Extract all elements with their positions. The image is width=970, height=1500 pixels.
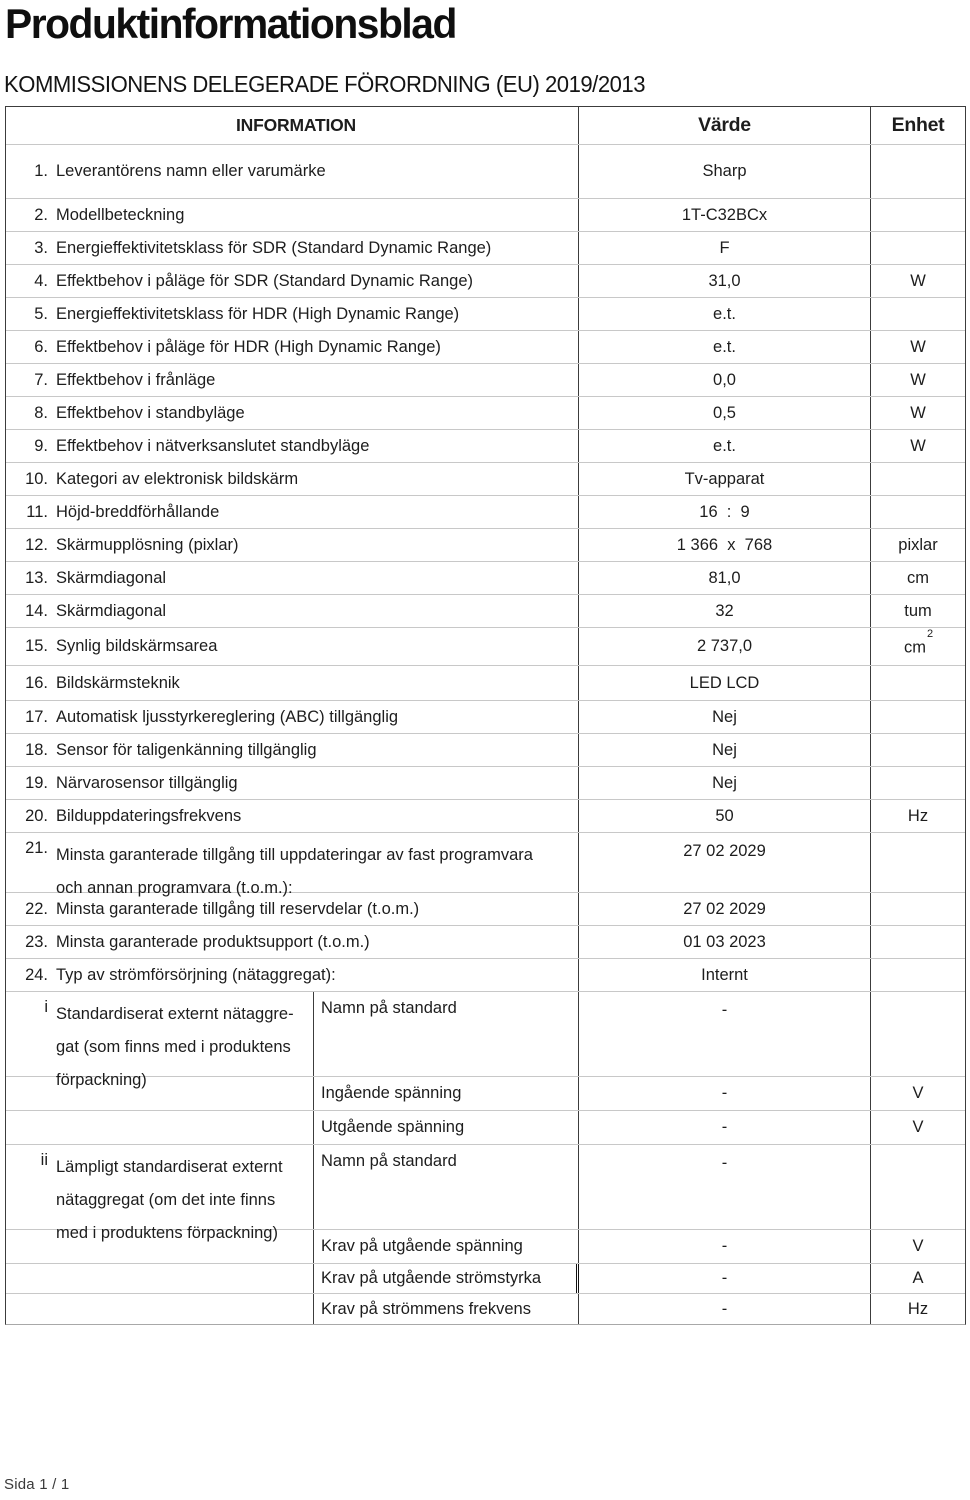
table-row xyxy=(6,1294,965,1324)
row-label xyxy=(56,366,578,395)
row-label-line: Bildskärmsteknik xyxy=(56,673,180,692)
row-label-line: Bilduppdateringsfrekvens xyxy=(56,806,242,825)
row-number: 11. xyxy=(26,502,48,521)
table-row xyxy=(6,666,965,701)
unit-cell xyxy=(871,926,965,958)
description-cell xyxy=(6,1230,314,1263)
info-cell xyxy=(6,298,579,330)
value-cell: - xyxy=(579,1230,871,1263)
row-marker: i xyxy=(44,998,48,1016)
table-row xyxy=(6,397,965,430)
row-label xyxy=(56,703,578,732)
unit-cell: V xyxy=(912,1084,924,1102)
row-number: 10. xyxy=(25,469,48,488)
product-info-table xyxy=(5,106,966,1325)
row-label-line: Synlig bildskärmsarea xyxy=(56,637,218,655)
table-row xyxy=(6,800,965,833)
sub-label-cell: Krav på strömmens frekvens xyxy=(314,1294,579,1324)
unit-cell xyxy=(871,199,965,231)
row-label-line: och annan programvara (t.o.m.): xyxy=(56,879,293,897)
table-row xyxy=(6,1111,965,1145)
row-number: 6. xyxy=(34,337,48,356)
value-cell: 1 366 x 768 xyxy=(579,529,871,561)
table-row xyxy=(6,496,965,529)
row-label-line: Skärmdiagonal xyxy=(56,601,167,620)
row-label xyxy=(56,333,578,362)
row-number: 20. xyxy=(25,806,48,825)
table-row xyxy=(6,430,965,463)
header-value: Värde xyxy=(579,107,871,144)
info-cell xyxy=(6,529,579,561)
unit-cell xyxy=(871,628,965,665)
value-cell: Sharp xyxy=(579,145,871,198)
row-number: 21. xyxy=(25,839,48,857)
row-label-line: Effektbehov i standbyläge xyxy=(56,403,245,422)
row-number: 15. xyxy=(25,637,48,655)
row-number: 8. xyxy=(34,403,48,422)
value-cell: 27 02 2029 xyxy=(579,833,871,892)
description-line: Standardiserat externt nätaggre- xyxy=(56,1005,294,1023)
value-cell: Nej xyxy=(579,767,871,799)
value-cell: 27 02 2029 xyxy=(579,893,871,925)
page-number: Sida 1 / 1 xyxy=(4,1476,70,1493)
unit-cell: W xyxy=(910,436,926,455)
row-label xyxy=(56,564,578,593)
description-line: förpackning) xyxy=(56,1071,147,1089)
regulation-subtitle: KOMMISSIONENS DELEGERADE FÖRORDNING (EU) 2019/2013 xyxy=(4,71,646,97)
row-label-line: Modellbeteckning xyxy=(56,205,185,224)
unit-cell xyxy=(871,701,965,733)
row-label xyxy=(56,597,578,626)
row-label-line: Effektbehov i nätverksanslutet standbyläge xyxy=(56,436,370,455)
unit-cell: W xyxy=(910,337,926,356)
row-number: 4. xyxy=(34,271,48,290)
row-number: 2. xyxy=(34,205,48,224)
row-label xyxy=(56,736,578,765)
unit-cell: W xyxy=(910,370,926,389)
info-cell xyxy=(6,232,579,264)
row-number: 7. xyxy=(34,370,48,389)
info-cell xyxy=(6,562,579,594)
row-number: 22. xyxy=(25,899,48,918)
unit-cell xyxy=(871,992,965,1076)
value-cell: Nej xyxy=(579,734,871,766)
value-cell: 50 xyxy=(579,800,871,832)
info-cell xyxy=(6,595,579,627)
row-label-line: Effektbehov i påläge för SDR (Standard Dynamic Range) xyxy=(56,271,473,290)
unit-cell: pixlar xyxy=(898,535,938,554)
unit-cell xyxy=(871,232,965,264)
info-cell xyxy=(6,833,579,897)
unit-cell xyxy=(871,1145,965,1229)
info-cell xyxy=(6,265,579,297)
table-row xyxy=(6,959,965,992)
value-cell: 81,0 xyxy=(579,562,871,594)
row-label-line: Minsta garanterade tillgång till reservdelar (t.o.m.) xyxy=(56,899,420,918)
sub-label-cell: Krav på utgående spänning xyxy=(314,1230,579,1263)
description-cell xyxy=(6,1294,314,1324)
row-number: 19. xyxy=(25,773,48,792)
row-number: 1. xyxy=(34,162,48,180)
value-cell: Tv-apparat xyxy=(579,463,871,495)
row-label xyxy=(56,961,578,990)
row-label-line: Typ av strömförsörjning (nätaggregat): xyxy=(56,965,336,984)
row-number: 16. xyxy=(25,673,48,692)
unit-cell: V xyxy=(912,1118,924,1136)
row-label xyxy=(56,201,578,230)
row-label-line: Energieffektivitetsklass för SDR (Standard Dynamic Range) xyxy=(56,238,492,257)
unit-cell xyxy=(871,893,965,925)
info-cell xyxy=(6,496,579,528)
info-cell xyxy=(6,767,579,799)
row-label xyxy=(56,498,578,527)
row-number: 14. xyxy=(25,601,48,620)
table-row xyxy=(6,562,965,595)
description-cell xyxy=(6,1111,314,1144)
table-row xyxy=(6,992,965,1089)
unit-superscript: 2 xyxy=(926,627,934,640)
unit-cell xyxy=(871,145,965,198)
info-cell xyxy=(6,701,579,733)
value-cell: LED LCD xyxy=(579,666,871,700)
table-row xyxy=(6,232,965,265)
row-label xyxy=(56,928,578,957)
unit-cell: V xyxy=(912,1237,924,1255)
row-label xyxy=(56,669,578,698)
unit-cell: tum xyxy=(904,601,932,620)
row-label-line: Kategori av elektronisk bildskärm xyxy=(56,469,299,488)
row-label-line: Sensor för taligenkänning tillgänglig xyxy=(56,740,317,759)
info-cell xyxy=(6,364,579,396)
table-row xyxy=(6,199,965,232)
row-label xyxy=(56,432,578,461)
header-information: INFORMATION xyxy=(6,107,579,144)
sub-label-cell: Namn på standard xyxy=(314,1145,579,1229)
row-label-line: Höjd-breddförhållande xyxy=(56,502,220,521)
table-row xyxy=(6,145,965,199)
row-number: 12. xyxy=(25,535,48,554)
row-number: 5. xyxy=(34,304,48,323)
row-label-line: Energieffektivitetsklass för HDR (High Dynamic Range) xyxy=(56,304,460,323)
row-number: 13. xyxy=(25,568,48,587)
table-row xyxy=(6,265,965,298)
info-cell xyxy=(6,926,579,958)
table-row xyxy=(6,595,965,628)
sub-label-cell: Utgående spänning xyxy=(314,1111,579,1144)
row-label xyxy=(56,157,578,186)
table-row xyxy=(6,1077,965,1111)
description-cell xyxy=(6,992,314,1089)
info-cell xyxy=(6,959,579,991)
value-cell: - xyxy=(579,1077,871,1110)
value-cell: F xyxy=(579,232,871,264)
row-label-line: Effektbehov i påläge för HDR (High Dynamic Range) xyxy=(56,337,441,356)
info-cell xyxy=(6,430,579,462)
table-body xyxy=(6,145,965,1324)
unit-cell: W xyxy=(910,271,926,290)
info-cell xyxy=(6,734,579,766)
table-row xyxy=(6,1145,965,1242)
row-label xyxy=(56,234,578,263)
value-cell: - xyxy=(579,1264,871,1293)
unit-cell xyxy=(871,767,965,799)
page-title: Produktinformationsblad xyxy=(5,0,456,47)
sub-label-cell: Namn på standard xyxy=(314,992,579,1076)
info-cell xyxy=(6,199,579,231)
row-marker: ii xyxy=(40,1151,48,1169)
description-line: gat (som finns med i produktens xyxy=(56,1038,291,1056)
table-row xyxy=(6,463,965,496)
row-number: 24. xyxy=(25,965,48,984)
row-label xyxy=(56,465,578,494)
row-label xyxy=(56,267,578,296)
table-row xyxy=(6,1264,965,1294)
row-number: 17. xyxy=(25,707,48,726)
unit-cell xyxy=(871,833,965,892)
unit-cell xyxy=(871,298,965,330)
unit-cell: Hz xyxy=(907,1299,929,1318)
info-cell xyxy=(6,666,579,700)
description-line: nätaggregat (om det inte finns xyxy=(56,1191,276,1209)
value-cell: Nej xyxy=(579,701,871,733)
value-cell: 1T-C32BCx xyxy=(579,199,871,231)
row-label-line: Närvarosensor tillgänglig xyxy=(56,773,238,792)
value-cell: 01 03 2023 xyxy=(579,926,871,958)
unit-cell: A xyxy=(912,1269,924,1287)
unit-cell xyxy=(871,463,965,495)
table-row xyxy=(6,331,965,364)
value-cell: - xyxy=(579,992,871,1076)
row-label xyxy=(56,895,578,924)
value-cell: 0,0 xyxy=(579,364,871,396)
unit-cell xyxy=(871,734,965,766)
sub-label-cell: Ingående spänning xyxy=(314,1077,579,1110)
header-unit: Enhet xyxy=(891,114,945,136)
row-label xyxy=(56,300,578,329)
value-cell: - xyxy=(579,1145,871,1229)
row-label-line: Skärmupplösning (pixlar) xyxy=(56,535,239,554)
table-row xyxy=(6,701,965,734)
description-cell xyxy=(6,1264,314,1293)
row-label-line: Minsta garanterade tillgång till uppdateringar av fast programvara xyxy=(56,846,533,864)
unit-cell xyxy=(871,496,965,528)
unit-cell xyxy=(871,666,965,700)
row-label xyxy=(56,531,578,560)
description-line: Lämpligt standardiserat externt xyxy=(56,1158,283,1176)
row-number: 18. xyxy=(25,740,48,759)
description-line: med i produktens förpackning) xyxy=(56,1224,278,1242)
row-number: 9. xyxy=(34,436,48,455)
row-number: 3. xyxy=(34,238,48,257)
table-row xyxy=(6,833,965,897)
row-label xyxy=(56,769,578,798)
row-label xyxy=(56,802,578,831)
row-label-line: Automatisk ljusstyrkereglering (ABC) tillgänglig xyxy=(56,707,399,726)
info-cell xyxy=(6,628,579,665)
row-label-line: Effektbehov i frånläge xyxy=(56,370,216,389)
unit-cell: Hz xyxy=(907,806,929,825)
info-cell xyxy=(6,800,579,832)
table-row xyxy=(6,767,965,800)
table-header-row xyxy=(6,107,965,145)
sub-label-cell: Krav på utgående strömstyrka xyxy=(314,1264,579,1293)
value-cell: 16 : 9 xyxy=(579,496,871,528)
row-label xyxy=(56,399,578,428)
info-cell xyxy=(6,145,579,198)
table-row xyxy=(6,298,965,331)
row-label-line: Minsta garanterade produktsupport (t.o.m.) xyxy=(56,932,370,951)
row-label xyxy=(56,632,578,661)
row-number: 23. xyxy=(25,932,48,951)
value-cell: 31,0 xyxy=(579,265,871,297)
info-cell xyxy=(6,331,579,363)
table-row xyxy=(6,529,965,562)
value-cell: e.t. xyxy=(579,331,871,363)
value-cell: - xyxy=(579,1294,871,1324)
unit-cell xyxy=(871,959,965,991)
table-row xyxy=(6,893,965,926)
value-cell: Internt xyxy=(579,959,871,991)
row-label-line: Skärmdiagonal xyxy=(56,568,167,587)
value-cell: e.t. xyxy=(579,298,871,330)
unit-with-superscript: $cm^2$ xyxy=(903,627,934,656)
row-label-line: Leverantörens namn eller varumärke xyxy=(56,162,326,180)
info-cell xyxy=(6,463,579,495)
value-cell: - xyxy=(579,1111,871,1144)
value-cell: 0,5 xyxy=(579,397,871,429)
description-cell xyxy=(6,1145,314,1242)
unit-cell: W xyxy=(910,403,926,422)
value-cell: 32 xyxy=(579,595,871,627)
table-row xyxy=(6,1230,965,1264)
value-cell: 2 737,0 xyxy=(579,628,871,665)
info-cell xyxy=(6,893,579,925)
table-row xyxy=(6,628,965,666)
table-row xyxy=(6,364,965,397)
value-cell: e.t. xyxy=(579,430,871,462)
table-row xyxy=(6,734,965,767)
description-cell xyxy=(6,1077,314,1110)
unit-cell: cm xyxy=(907,568,929,587)
table-row xyxy=(6,926,965,959)
info-cell xyxy=(6,397,579,429)
